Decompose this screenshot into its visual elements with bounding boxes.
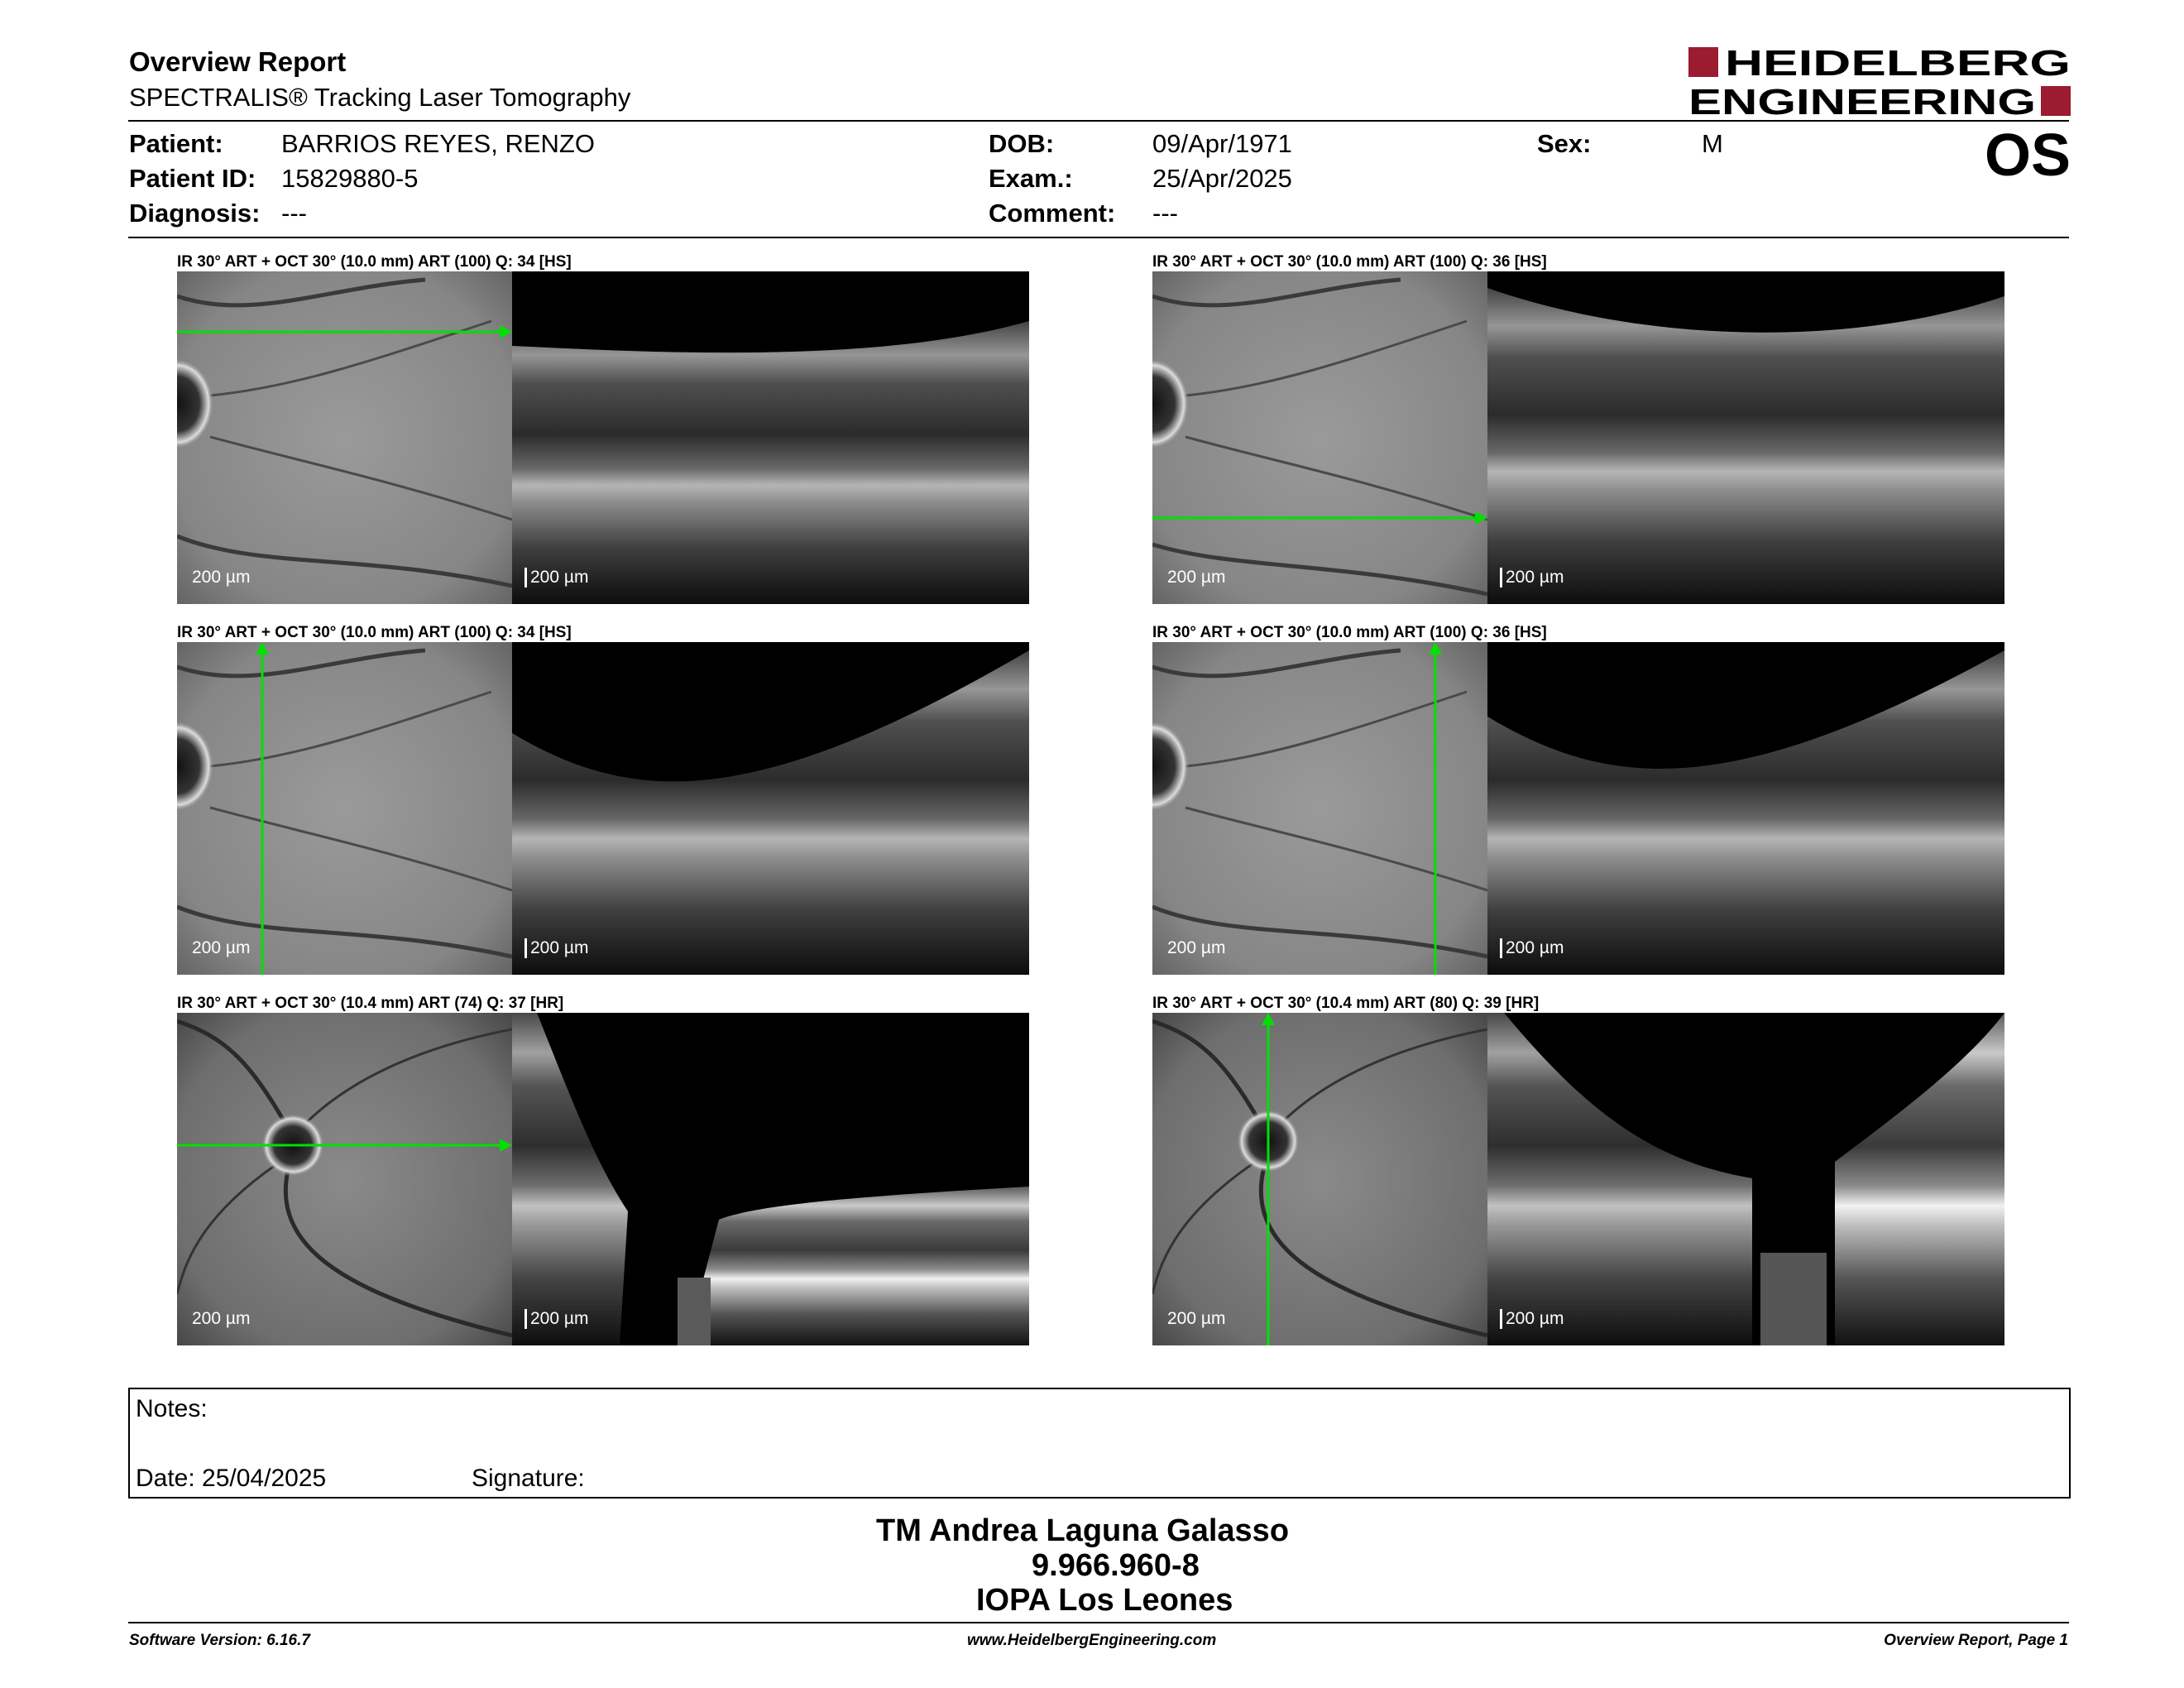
ir-scalebar-1: 200 µm (192, 568, 251, 587)
ir-fundus-image-4 (1152, 642, 1487, 975)
eye-label: OS (1984, 122, 2071, 189)
exam-date: 25/Apr/2025 (1152, 164, 1292, 193)
ir-fundus-image-5 (177, 1013, 512, 1345)
ir-fundus-image-6 (1152, 1013, 1487, 1345)
signatory-id: 9.966.960-8 (1032, 1548, 1200, 1583)
footer-divider (128, 1622, 2069, 1623)
signatory-institution: IOPA Los Leones (976, 1583, 1233, 1618)
oct-scalebar-5: 200 µm (524, 1309, 588, 1329)
ir-fundus-image-3 (177, 642, 512, 975)
scan-title-1: IR 30° ART + OCT 30° (10.0 mm) ART (100) Q: 34 [HS] (177, 253, 572, 271)
oct-scalebar-2: 200 µm (1500, 568, 1564, 587)
diagnosis-label: Diagnosis: (129, 199, 261, 228)
ir-scalebar-6: 200 µm (1167, 1309, 1226, 1328)
patient-info-divider (128, 237, 2069, 238)
notes-label: Notes: (136, 1395, 208, 1422)
scan-title-5: IR 30° ART + OCT 30° (10.4 mm) ART (74) Q: 37 [HR] (177, 995, 564, 1012)
date-label: Date: 25/04/2025 (136, 1465, 327, 1492)
exam-label: Exam.: (989, 164, 1073, 193)
ir-scalebar-2: 200 µm (1167, 568, 1226, 587)
scan-title-2: IR 30° ART + OCT 30° (10.0 mm) ART (100) Q: 36 [HS] (1152, 253, 1547, 271)
ir-scalebar-3: 200 µm (192, 938, 251, 957)
report-subtitle: SPECTRALIS® Tracking Laser Tomography (129, 83, 631, 112)
diagnosis-value: --- (281, 199, 307, 228)
website-link[interactable]: www.HeidelbergEngineering.com (967, 1632, 1217, 1649)
report-title: Overview Report (129, 46, 347, 77)
notes-box[interactable] (128, 1388, 2071, 1499)
header-divider (128, 120, 2069, 122)
oct-bscan-image-3 (512, 642, 1029, 975)
oct-bscan-image-6 (1487, 1013, 2004, 1345)
scan-title-4: IR 30° ART + OCT 30° (10.0 mm) ART (100) Q: 36 [HS] (1152, 624, 1547, 641)
scan-title-3: IR 30° ART + OCT 30° (10.0 mm) ART (100) Q: 34 [HS] (177, 624, 572, 641)
sex-label: Sex: (1537, 129, 1592, 158)
heidelberg-logo (1688, 45, 2071, 117)
ir-scalebar-4: 200 µm (1167, 938, 1226, 957)
scan-panel-5 (177, 1013, 1029, 1345)
dob-value: 09/Apr/1971 (1152, 129, 1292, 158)
logo-text-line1: HEIDELBERG (1725, 45, 2071, 84)
scan-panel-6 (1152, 1013, 2004, 1345)
dob-label: DOB: (989, 129, 1055, 158)
scan-panel-3 (177, 642, 1029, 975)
oct-scalebar-6: 200 µm (1500, 1309, 1564, 1329)
logo-text-line2: ENGINEERING (1688, 82, 2036, 117)
comment-value: --- (1152, 199, 1178, 228)
sex-value: M (1702, 129, 1723, 158)
page-number: Overview Report, Page 1 (1884, 1632, 2068, 1649)
patient-id: 15829880-5 (281, 164, 419, 193)
oct-bscan-image-2 (1487, 271, 2004, 604)
ir-fundus-image-1 (177, 271, 512, 604)
scan-panel-4 (1152, 642, 2004, 975)
signatory-name: TM Andrea Laguna Galasso (876, 1513, 1290, 1548)
oct-bscan-image-4 (1487, 642, 2004, 975)
scan-title-6: IR 30° ART + OCT 30° (10.4 mm) ART (80) Q: 39 [HR] (1152, 995, 1540, 1012)
oct-bscan-image-1 (512, 271, 1029, 604)
oct-scalebar-3: 200 µm (524, 938, 588, 958)
patient-name: BARRIOS REYES, RENZO (281, 129, 595, 158)
oct-bscan-image-5 (512, 1013, 1029, 1345)
ir-scalebar-5: 200 µm (192, 1309, 251, 1328)
oct-scalebar-4: 200 µm (1500, 938, 1564, 958)
patient-label: Patient: (129, 129, 223, 158)
signature-label: Signature: (472, 1465, 585, 1492)
software-version: Software Version: 6.16.7 (129, 1632, 310, 1649)
oct-scalebar-1: 200 µm (524, 568, 588, 587)
scan-panel-1 (177, 271, 1029, 604)
scan-panel-2 (1152, 271, 2004, 604)
comment-label: Comment: (989, 199, 1116, 228)
ir-fundus-image-2 (1152, 271, 1487, 604)
patient-id-label: Patient ID: (129, 164, 256, 193)
